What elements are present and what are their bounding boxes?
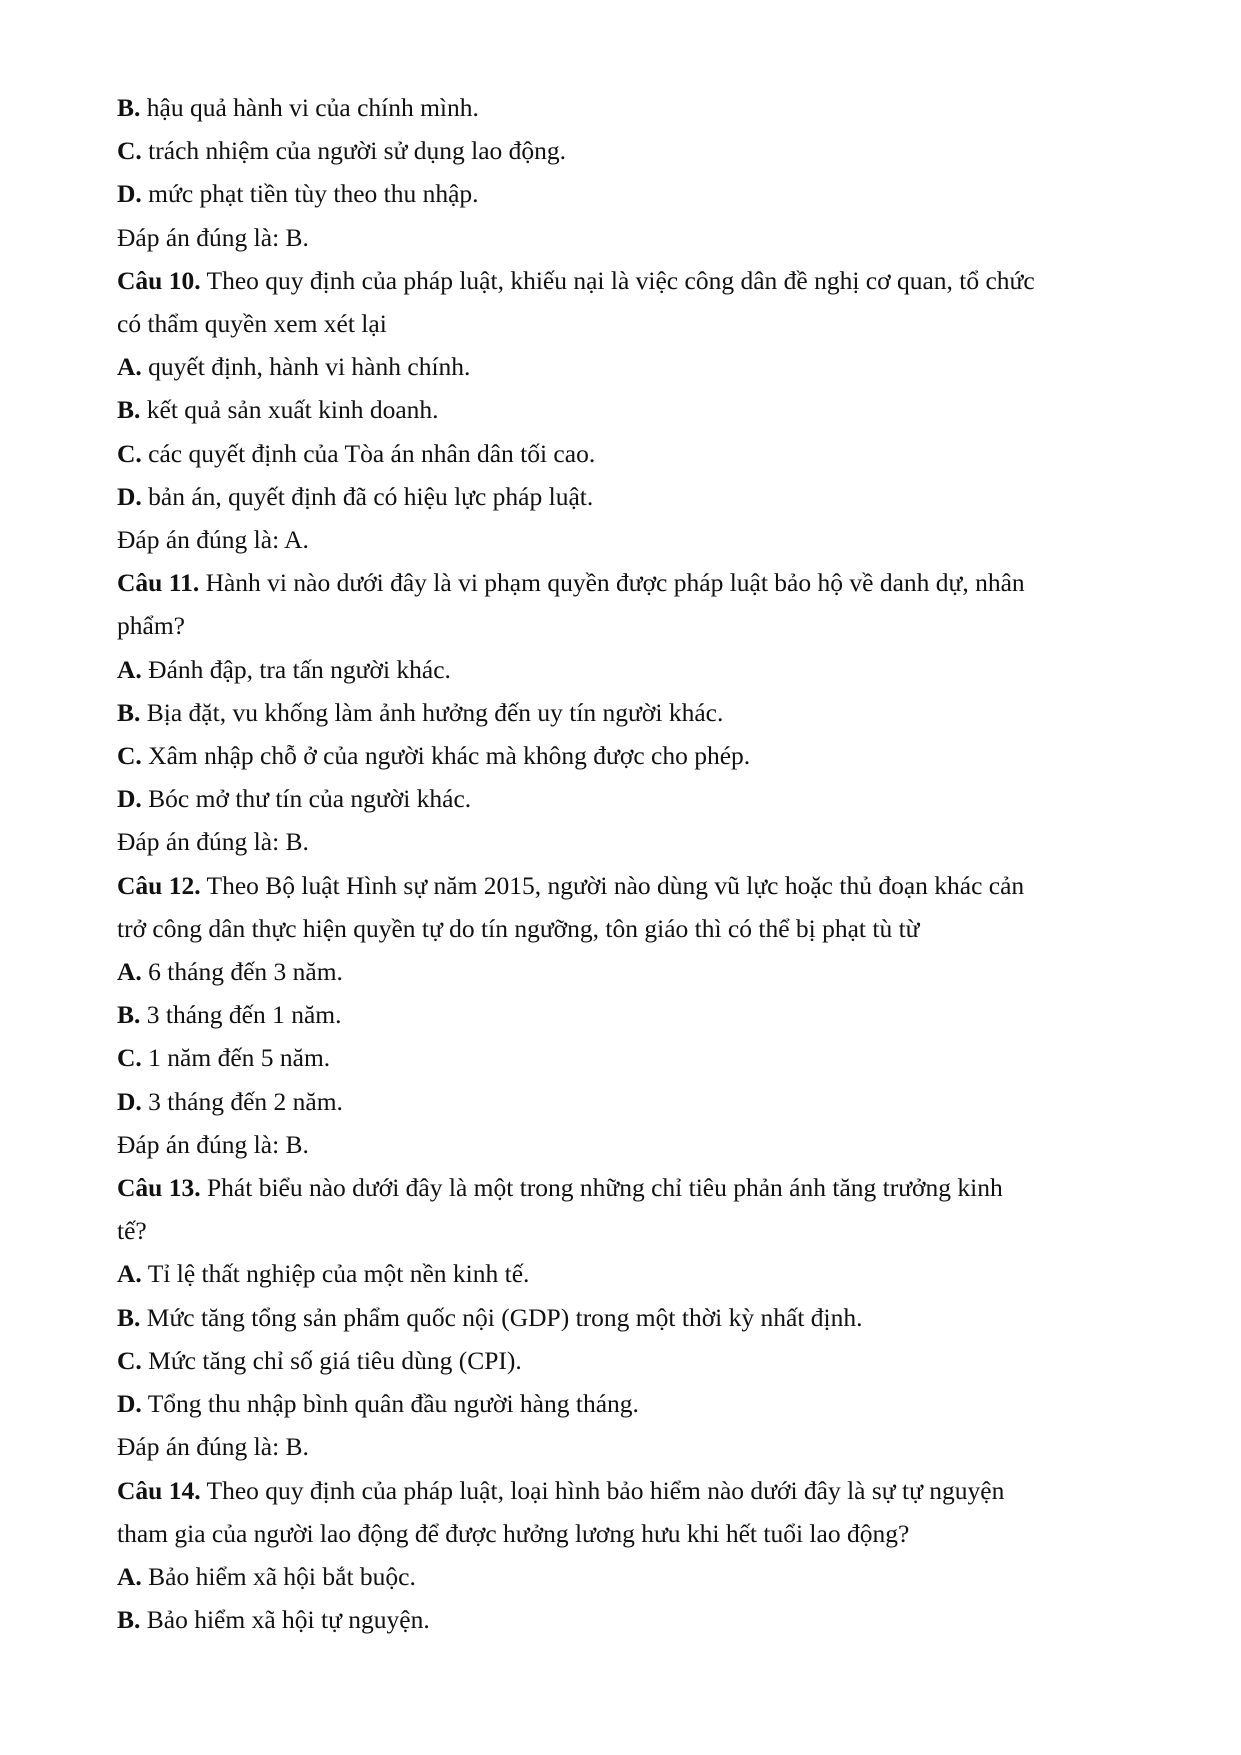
document-body (117, 86, 1145, 1641)
option-text: 1 năm đến 5 năm. (141, 1043, 331, 1073)
question-number: Câu 13. (117, 1173, 201, 1203)
option-text: kết quả sản xuất kinh doanh. (140, 395, 439, 425)
option-label: A. (117, 1561, 142, 1591)
question-number: Câu 11. (117, 568, 200, 598)
question-number: Câu 14. (117, 1475, 201, 1505)
option-label: B. (117, 697, 141, 727)
option-d (117, 172, 1145, 215)
option-label: D. (117, 179, 142, 209)
option-label: A. (117, 654, 142, 684)
question-text: Theo Bộ luật Hình sự năm 2015, người nào dùng vũ lực hoặc thủ đoạn khác cản (200, 870, 1025, 900)
option-c (117, 432, 1145, 475)
option-b (117, 86, 1145, 129)
question-number: Câu 10. (117, 265, 201, 295)
option-label: A. (117, 352, 142, 382)
question-text: Hành vi nào dưới đây là vi phạm quyền được pháp luật bảo hộ về danh dự, nhân (199, 568, 1025, 598)
option-label: A. (117, 957, 142, 987)
option-text: 3 tháng đến 1 năm. (140, 1000, 342, 1030)
answer-line: Đáp án đúng là: B. (117, 222, 309, 252)
option-text: trách nhiệm của người sử dụng lao động. (141, 136, 567, 166)
question-13-stem-line-1 (117, 1166, 1145, 1209)
answer-line: Đáp án đúng là: B. (117, 827, 309, 857)
option-text: các quyết định của Tòa án nhân dân tối cao. (141, 438, 596, 468)
option-label: B. (117, 1302, 141, 1332)
option-a (117, 950, 1145, 993)
option-label: B. (117, 1000, 141, 1030)
option-text: bản án, quyết định đã có hiệu lực pháp luật. (141, 481, 594, 511)
option-text: Bảo hiểm xã hội bắt buộc. (141, 1561, 416, 1591)
option-label: C. (117, 1043, 142, 1073)
option-label: B. (117, 1605, 141, 1635)
answer-line: Đáp án đúng là: B. (117, 1432, 309, 1462)
answer-line: Đáp án đúng là: A. (117, 525, 309, 555)
option-label: D. (117, 1086, 142, 1116)
option-b (117, 691, 1145, 734)
question-11-stem-line-1 (117, 561, 1145, 604)
option-label: C. (117, 438, 142, 468)
option-label: C. (117, 1345, 142, 1375)
option-c (117, 1036, 1145, 1079)
option-text: Đánh đập, tra tấn người khác. (141, 654, 451, 684)
question-14-stem-line-2: tham gia của người lao động để được hưởng lương hưu khi hết tuổi lao động? (117, 1518, 910, 1548)
option-label: D. (117, 481, 142, 511)
option-text: Tổng thu nhập bình quân đầu người hàng tháng. (141, 1389, 639, 1419)
question-text: Theo quy định của pháp luật, khiếu nại là việc công dân đề nghị cơ quan, tổ chức (200, 265, 1035, 295)
option-a (117, 648, 1145, 691)
option-label: D. (117, 1389, 142, 1419)
option-label: B. (117, 93, 141, 122)
option-text: hậu quả hành vi của chính mình. (140, 93, 479, 122)
option-b (117, 993, 1145, 1036)
option-text: quyết định, hành vi hành chính. (141, 352, 471, 382)
question-11-stem-line-2: phẩm? (117, 611, 185, 641)
question-text: Phát biểu nào dưới đây là một trong những chỉ tiêu phản ánh tăng trưởng kinh (200, 1173, 1003, 1203)
question-12-stem-line-1 (117, 864, 1145, 907)
option-d (117, 1382, 1145, 1425)
option-c (117, 1339, 1145, 1382)
question-12-stem-line-2: trở công dân thực hiện quyền tự do tín ngưỡng, tôn giáo thì có thể bị phạt tù từ (117, 913, 920, 943)
option-a (117, 1252, 1145, 1295)
option-text: 6 tháng đến 3 năm. (141, 957, 343, 987)
option-c (117, 734, 1145, 777)
option-label: A. (117, 1259, 142, 1289)
question-13-stem-line-2: tế? (117, 1216, 147, 1246)
question-10-stem-line-1 (117, 259, 1145, 302)
option-d (117, 777, 1145, 820)
option-text: Bịa đặt, vu khống làm ảnh hưởng đến uy tín người khác. (140, 697, 724, 727)
option-text: Bóc mở thư tín của người khác. (141, 784, 472, 814)
option-label: C. (117, 136, 142, 166)
question-14-stem-line-1 (117, 1469, 1145, 1512)
option-text: Tỉ lệ thất nghiệp của một nền kinh tế. (141, 1259, 530, 1289)
answer-line: Đáp án đúng là: B. (117, 1129, 309, 1159)
option-a (117, 345, 1145, 388)
option-label: D. (117, 784, 142, 814)
option-text: mức phạt tiền tùy theo thu nhập. (141, 179, 479, 209)
question-text: Theo quy định của pháp luật, loại hình bảo hiểm nào dưới đây là sự tự nguyện (200, 1475, 1005, 1505)
option-text: Bảo hiểm xã hội tự nguyện. (140, 1605, 430, 1635)
question-number: Câu 12. (117, 870, 201, 900)
option-text: 3 tháng đến 2 năm. (141, 1086, 343, 1116)
option-label: B. (117, 395, 141, 425)
option-b (117, 388, 1145, 431)
question-10-stem-line-2: có thẩm quyền xem xét lại (117, 309, 387, 339)
option-d (117, 475, 1145, 518)
option-c (117, 129, 1145, 172)
option-text: Xâm nhập chỗ ở của người khác mà không được cho phép. (141, 741, 751, 771)
option-a (117, 1555, 1145, 1598)
option-b (117, 1296, 1145, 1339)
option-label: C. (117, 741, 142, 771)
option-b (117, 1598, 1145, 1641)
option-text: Mức tăng chỉ số giá tiêu dùng (CPI). (141, 1345, 522, 1375)
option-text: Mức tăng tổng sản phẩm quốc nội (GDP) trong một thời kỳ nhất định. (140, 1302, 863, 1332)
option-d (117, 1080, 1145, 1123)
